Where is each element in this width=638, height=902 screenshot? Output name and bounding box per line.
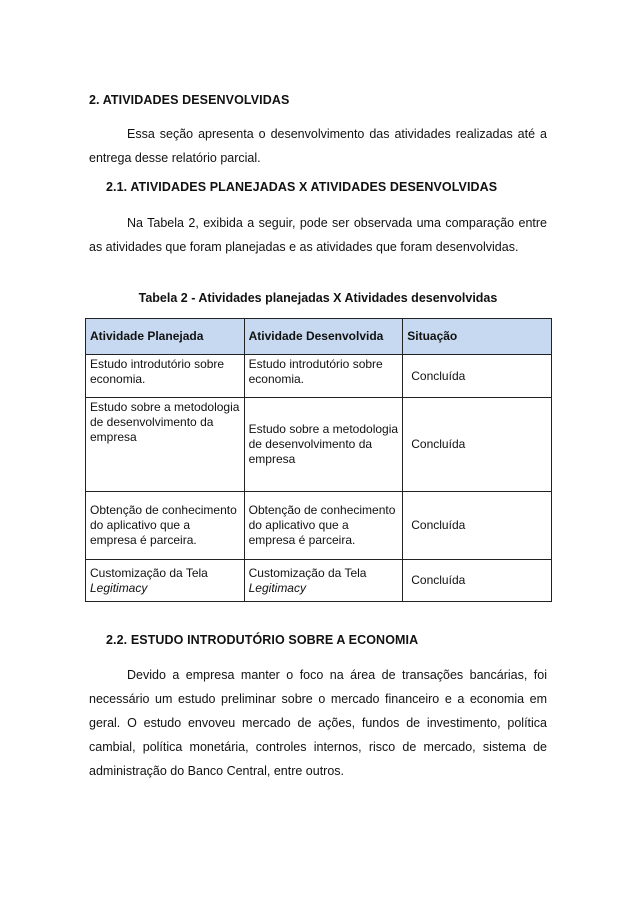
header-developed: Atividade Desenvolvida [244, 319, 403, 355]
section-2-heading: 2. ATIVIDADES DESENVOLVIDAS [89, 93, 290, 107]
header-planned: Atividade Planejada [86, 319, 245, 355]
section-2-1-paragraph-text: Na Tabela 2, exibida a seguir, pode ser observada uma comparação entre as atividades que foram planejadas e as atividades que foram desenvolvidas. [89, 216, 547, 254]
cell-status: Concluída [403, 355, 552, 398]
section-2-1-paragraph [89, 211, 547, 259]
cell-developed [244, 560, 403, 602]
header-status: Situação [403, 319, 552, 355]
cell-status: Concluída [403, 560, 552, 602]
cell-developed-text: Customização da Tela [248, 565, 367, 580]
cell-status: Concluída [403, 492, 552, 560]
cell-developed: Obtenção de conhecimento do aplicativo que a empresa é parceira. [244, 492, 403, 560]
section-2-2-paragraph-text: Devido a empresa manter o foco na área de transações bancárias, foi necessário um estudo preliminar sobre o mercado financeiro e a economia em geral. O estudo envoveu mercado de ações, fundos de investimento, política cambial, política monetária, controles internos, risco de mercado, sistema de administração do Banco Central, entre outros. [89, 668, 547, 778]
cell-planned-text: Customização da Tela [90, 565, 208, 580]
table-row [86, 398, 552, 492]
section-2-paragraph [89, 122, 547, 170]
table-header-row [86, 319, 552, 355]
cell-planned: Estudo sobre a metodologia de desenvolvimento da empresa [86, 398, 245, 492]
cell-planned-italic: Legitimacy [90, 580, 148, 595]
cell-developed: Estudo introdutório sobre economia. [244, 355, 403, 398]
cell-status: Concluída [403, 398, 552, 492]
cell-planned: Estudo introdutório sobre economia. [86, 355, 245, 398]
cell-developed-italic: Legitimacy [248, 580, 306, 595]
table-row [86, 560, 552, 602]
section-2-2-heading: 2.2. ESTUDO INTRODUTÓRIO SOBRE A ECONOMIA [106, 633, 419, 647]
cell-developed: Estudo sobre a metodologia de desenvolvimento da empresa [244, 398, 403, 492]
section-2-2-paragraph [89, 663, 547, 783]
cell-planned: Obtenção de conhecimento do aplicativo que a empresa é parceira. [86, 492, 245, 560]
table-row [86, 492, 552, 560]
table-caption: Tabela 2 - Atividades planejadas X Atividades desenvolvidas [138, 291, 498, 305]
section-2-1-heading: 2.1. ATIVIDADES PLANEJADAS X ATIVIDADES DESENVOLVIDAS [106, 180, 498, 194]
table-row [86, 355, 552, 398]
cell-planned [86, 560, 245, 602]
activities-table [85, 318, 552, 602]
section-2-paragraph-text: Essa seção apresenta o desenvolvimento das atividades realizadas até a entrega desse relatório parcial. [89, 127, 547, 165]
